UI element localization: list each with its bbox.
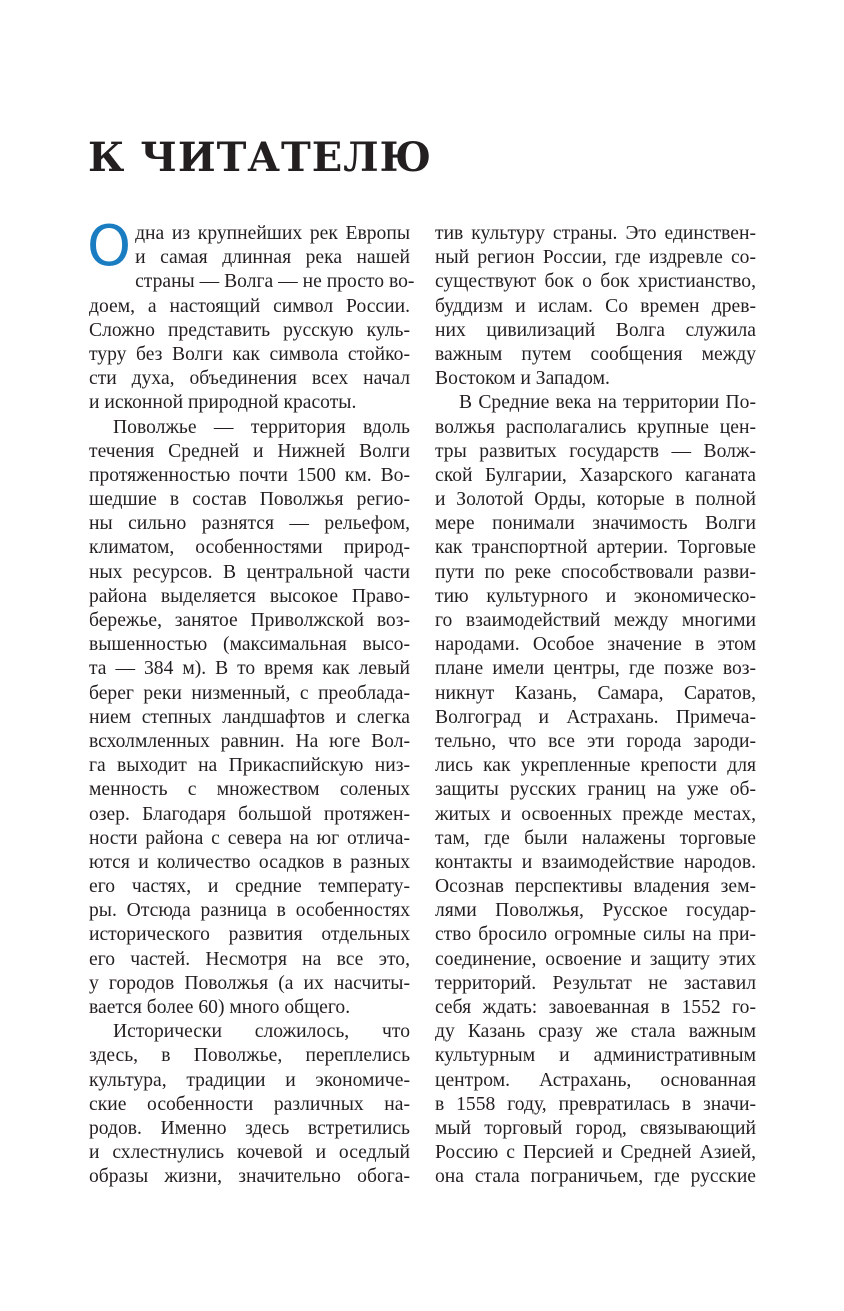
text-line: соединение, освоение и защиту этих <box>435 948 756 970</box>
text-line: ской Булгарии, Хазарского каганата <box>435 464 756 486</box>
text-line: она стала пограничьем, где русские <box>435 1166 756 1188</box>
text-line: ские особенности различных на- <box>89 1093 410 1115</box>
text-line: и схлестнулись кочевой и оседлый <box>89 1142 410 1164</box>
text-line: Сложно представить русскую куль- <box>89 319 410 341</box>
drop-cap: О <box>87 214 132 279</box>
text-line: лись как укрепленные крепости для <box>435 755 756 777</box>
text-line: Востоком и Западом. <box>435 368 610 390</box>
text-line: буддизм и ислам. Со времен древ- <box>435 295 756 317</box>
text-line: вышенностью (максимальная высо- <box>89 634 410 656</box>
text-line: тию культурного и экономическо- <box>435 585 756 607</box>
text-line: мый торговый город, связывающий <box>435 1117 756 1139</box>
text-line: берег реки низменный, с преоблада- <box>89 682 410 704</box>
text-line: центром. Астрахань, основанная <box>435 1069 756 1091</box>
text-line: доем, а настоящий символ России. <box>89 295 410 317</box>
text-line: и самая длинная река нашей <box>135 247 410 269</box>
text-line: протяженностью почти 1500 км. Во- <box>89 464 410 486</box>
text-line: защиты русских границ на уже об- <box>435 779 756 801</box>
text-line: его частей. Несмотря на все это, <box>89 948 410 970</box>
text-line: волжья располагались крупные цен- <box>435 416 756 438</box>
text-line: исторического развития отдельных <box>89 924 410 946</box>
text-line: пути по реке способствовали разви- <box>435 561 756 583</box>
text-line: плане имели центры, где позже воз- <box>435 658 756 680</box>
text-line: существуют бок о бок христианство, <box>435 271 756 293</box>
text-line: ры. Отсюда разница в особенностях <box>89 900 410 922</box>
text-line: вается более 60) много общего. <box>89 997 351 1018</box>
text-line: тры развитых государств — Волж- <box>435 440 756 462</box>
text-line: контакты и взаимодействие народов. <box>435 851 756 873</box>
text-line: всхолмленных равнин. На юге Вол- <box>89 730 410 752</box>
text-line: бережье, занятое Приволжской воз- <box>89 610 410 631</box>
text-line: ный регион России, где издревле со- <box>435 247 756 269</box>
text-line: культура, традиции и экономиче- <box>89 1069 410 1091</box>
text-line: важным путем сообщения между <box>435 343 756 365</box>
text-line: и исконной природной красоты. <box>89 392 357 414</box>
text-line: в 1558 году, превратилась в значи- <box>435 1093 756 1115</box>
text-line: там, где были налажены торговые <box>435 827 756 849</box>
text-line: страны — Волга — не просто во- <box>135 271 415 293</box>
right-column <box>435 222 756 1190</box>
text-line: В Средние века на территории По- <box>459 392 756 414</box>
page-title: К ЧИТАТЕЛЮ <box>88 134 433 181</box>
text-line: мере понимали значимость Волги <box>435 513 756 535</box>
text-line: дна из крупнейших рек Европы <box>135 223 410 244</box>
text-line: Исторически сложилось, что <box>113 1021 410 1043</box>
text-line: туру без Волги как символа стойко- <box>89 343 410 365</box>
text-line: родов. Именно здесь встретились <box>89 1117 410 1139</box>
text-line: течения Средней и Нижней Волги <box>89 440 410 462</box>
text-line: культурным и административным <box>435 1045 756 1067</box>
text-line: тельно, что все эти города зароди- <box>435 730 756 752</box>
text-line: шедшие в состав Поволжья регио- <box>89 489 410 511</box>
text-line: образы жизни, значительно обога- <box>89 1166 410 1188</box>
text-line: как транспортной артерии. Торговые <box>435 537 756 559</box>
text-line: Поволжье — территория вдоль <box>113 416 410 438</box>
text-line: климатом, особенностями природ- <box>89 537 410 559</box>
text-line: Волгоград и Астрахань. Примеча- <box>435 706 756 728</box>
text-line: района выделяется высокое Право- <box>89 585 410 607</box>
text-line: озер. Благодаря большой протяжен- <box>89 803 410 825</box>
text-line: менность с множеством соленых <box>89 779 410 801</box>
text-line: ются и количество осадков в разных <box>89 851 410 873</box>
text-line: житых и освоенных прежде местах, <box>435 803 756 825</box>
text-line: тив культуру страны. Это единствен- <box>435 223 756 244</box>
text-line: его частях, и средние температу- <box>89 876 410 898</box>
text-line: ных ресурсов. В центральной части <box>89 561 410 583</box>
text-line: Осознав перспективы владения зем- <box>435 876 756 898</box>
text-line: нием степных ландшафтов и слегка <box>89 706 410 728</box>
text-line: ны сильно разнятся — рельефом, <box>89 513 410 535</box>
left-column <box>87 214 415 1190</box>
text-line: народами. Особое значение в этом <box>435 634 756 656</box>
text-line: та — 384 м). В то время как левый <box>89 658 410 680</box>
text-line: Россию с Персией и Средней Азией, <box>435 1142 756 1164</box>
text-line: себя ждать: завоеванная в 1552 го- <box>435 997 756 1018</box>
text-line: лями Поволжья, Русское государ- <box>435 900 756 922</box>
text-line: территорий. Результат не заставил <box>435 972 756 994</box>
text-line: ности района с севера на юг отлича- <box>89 827 410 849</box>
text-line: здесь, в Поволжье, переплелись <box>89 1045 410 1067</box>
text-line: никнут Казань, Самара, Саратов, <box>435 682 756 704</box>
text-line: у городов Поволжья (а их насчиты- <box>89 972 410 994</box>
text-line: га выходит на Прикаспийскую низ- <box>89 755 410 777</box>
text-line: ду Казань сразу же стала важным <box>435 1021 756 1043</box>
text-line: и Золотой Орды, которые в полной <box>435 489 756 511</box>
text-line: ство бросило огромные силы на при- <box>435 924 756 946</box>
text-line: го взаимодействий между многими <box>435 610 756 631</box>
text-line: них цивилизаций Волга служила <box>435 319 756 341</box>
text-line: сти духа, объединения всех начал <box>89 368 410 390</box>
